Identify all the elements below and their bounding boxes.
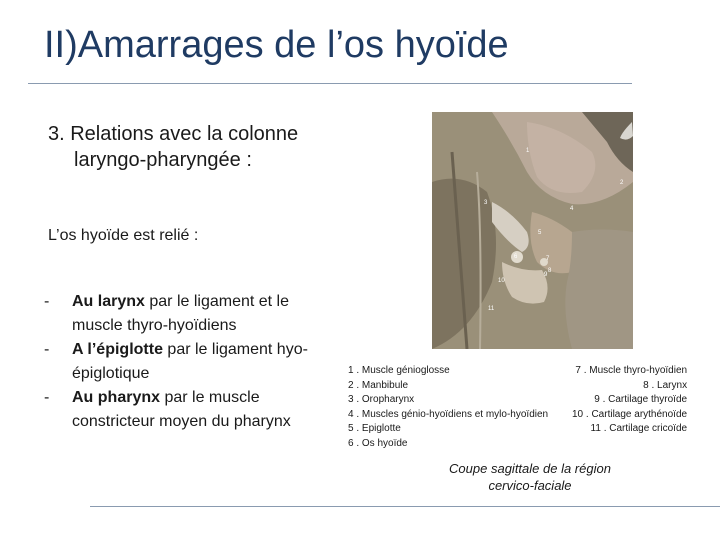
footer-divider [90, 506, 720, 507]
legend-item: 1 . Muscle génioglosse [348, 365, 450, 376]
legend-item: 2 . Manbibule [348, 379, 409, 391]
figure-label-6: 6 [514, 254, 518, 260]
bullet-dash: - [44, 389, 50, 406]
figure-label-8: 8 [548, 268, 552, 274]
legend-item: 8 . Larynx [643, 379, 688, 391]
bullet-larynx [44, 290, 344, 338]
anatomy-photo [432, 112, 633, 349]
bullet-pharynx [44, 386, 344, 434]
subtitle-line-2: laryngo-pharyngée : [74, 149, 252, 171]
legend-left-column [348, 364, 548, 451]
bullet-text: par le ligament et le [144, 293, 289, 310]
legend-item: 10 . Cartilage arythénoïde [572, 408, 688, 420]
legend-item: 5 . Epiglotte [348, 423, 401, 434]
bullet-continuation: épiglotique [72, 365, 150, 382]
legend-item: 3 . Oropharynx [348, 394, 415, 405]
bullet-bold-term: A l’épiglotte [72, 341, 163, 358]
legend-item: 9 . Cartilage thyroïde [594, 394, 688, 405]
bullet-continuation: muscle thyro-hyoïdiens [72, 317, 237, 334]
slide-title: II)Amarrages de l’os hyoïde [44, 24, 509, 66]
figure-caption [420, 460, 640, 494]
bullet-dash: - [44, 293, 50, 310]
bullet-text: par le muscle [160, 389, 260, 406]
bullet-text: par le ligament hyo- [162, 341, 308, 358]
sagittal-section-image [432, 112, 633, 349]
intro-text: L’os hyoïde est relié : [48, 227, 199, 244]
legend-item: 6 . Os hyoïde [348, 437, 408, 449]
figure-label-9: 9 [544, 272, 548, 278]
bullet-continuation: constricteur moyen du pharynx [72, 413, 291, 430]
legend-right-column [572, 364, 687, 437]
figure-label-4: 4 [570, 206, 574, 212]
figure-label-5: 5 [538, 230, 542, 236]
legend-item: 4 . Muscles génio-hyoïdiens et mylo-hyoïdien [348, 408, 549, 420]
figure-label-3: 3 [484, 200, 488, 206]
bullet-epiglotte [44, 338, 344, 386]
title-divider [28, 83, 632, 84]
legend-item: 11 . Cartilage cricoïde [590, 423, 688, 434]
subtitle-line-1: 3. Relations avec la colonne [48, 123, 299, 145]
section-subtitle [48, 121, 298, 173]
bullet-list [44, 290, 344, 434]
caption-line-1: Coupe sagittale de la région [449, 461, 611, 476]
figure-label-2: 2 [620, 180, 624, 186]
figure-label-7: 7 [546, 256, 550, 262]
caption-line-2: cervico-faciale [488, 478, 572, 493]
figure-label-1: 1 [526, 148, 530, 154]
legend-item: 7 . Muscle thyro-hyoïdien [575, 365, 688, 376]
bullet-bold-term: Au larynx [72, 293, 145, 310]
figure-label-11: 11 [488, 306, 495, 312]
figure-label-10: 10 [498, 278, 505, 284]
bullet-bold-term: Au pharynx [72, 389, 161, 406]
bullet-dash: - [44, 341, 50, 358]
